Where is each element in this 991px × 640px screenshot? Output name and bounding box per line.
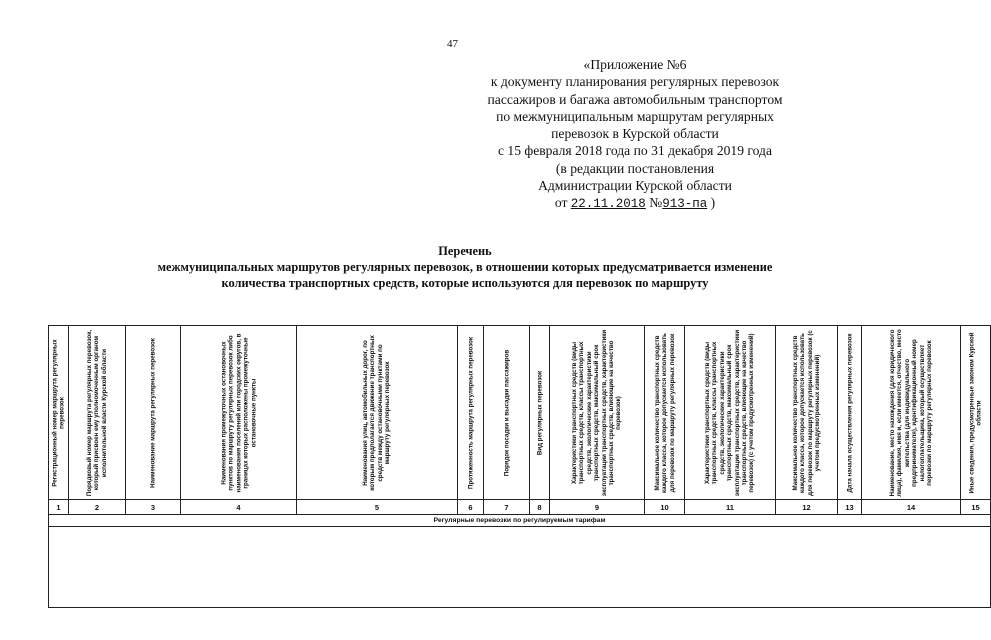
column-header: Протяженность маршрута регулярных перевозок (458, 326, 484, 500)
appendix-line: пассажиров и багажа автомобильным транспортом (487, 91, 783, 107)
empty-body-row (49, 527, 991, 608)
column-number: 8 (530, 500, 550, 515)
column-number: 1 (49, 500, 69, 515)
appendix-line: Администрации Курской области (538, 178, 732, 194)
date-prefix: от (554, 195, 568, 211)
column-number-row (49, 500, 991, 515)
column-number: 15 (961, 500, 991, 515)
column-header: Регистрационный номер маршрута регулярных перевозок (49, 326, 69, 500)
column-number: 3 (126, 500, 181, 515)
column-number: 9 (550, 500, 645, 515)
column-number: 10 (645, 500, 685, 515)
column-number: 7 (484, 500, 530, 515)
appendix-line: с 15 февраля 2018 года по 31 декабря 2019 года (497, 143, 773, 159)
title-heading: Перечень (438, 244, 492, 258)
column-header: Наименования улиц, автомобильных дорог, по которым предполагается движение транспортных средств между остановочными пунктами по маршруту регулярных перевозок (297, 326, 458, 500)
page-number: 47 (447, 38, 458, 50)
column-number: 14 (862, 500, 961, 515)
document-title (60, 243, 870, 291)
number-prefix: № (649, 195, 663, 211)
title-line-1: межмуниципальных маршрутов регулярных перевозок, в отношении которых предусматривается изменение (157, 260, 773, 274)
resolution-number: 913-па (662, 197, 708, 212)
column-header: Дата начала осуществления регулярных перевозок (838, 326, 862, 500)
resolution-date-line (470, 194, 800, 213)
appendix-line: (в редакции постановления (555, 160, 715, 176)
column-header: Максимальное количество транспортных средств каждого класса, которое допускается использовать для перевозок по маршруту регулярных перевозок (645, 326, 685, 500)
appendix-header (470, 56, 800, 214)
column-header: Порядок посадки и высадки пассажиров (484, 326, 530, 500)
appendix-line: к документу планирования регулярных перевозок (490, 74, 780, 90)
column-header: Наименование маршрута регулярных перевозок (126, 326, 181, 500)
column-number: 11 (685, 500, 776, 515)
column-header: Наименования промежуточных остановочных пунктов по маршруту регулярных перевозок либо наименования поселений или городских округов, в границах которых расположены промежуточные остановочные пункты (181, 326, 297, 500)
appendix-line: «Приложение №6 (583, 57, 687, 72)
column-number: 6 (458, 500, 484, 515)
appendix-line: по межмуниципальным маршрутам регулярных (496, 108, 774, 124)
column-number: 13 (838, 500, 862, 515)
column-header: Иные сведения, предусмотренные законом Курской области (961, 326, 991, 500)
section-row (49, 515, 991, 527)
resolution-date: 22.11.2018 (570, 197, 646, 212)
section-label: Регулярные перевозки по регулируемым тарифам (49, 515, 991, 527)
column-number: 2 (69, 500, 126, 515)
column-number: 5 (297, 500, 458, 515)
empty-body-cell (49, 527, 991, 608)
routes-table-container (48, 325, 983, 608)
header-row (49, 326, 991, 500)
column-number: 12 (776, 500, 838, 515)
column-header: Наименование, место нахождения (для юридического лица), фамилия, имя и, если имеется, отчество, место жительства (для индивидуального предпринимателя), идентификационный номер налогоплательщика, который осуществляет перевозки по маршруту регулярных перевозок (862, 326, 961, 500)
column-header: Характеристики транспортных средств (виды транспортных средств, классы транспортных средств, экологические характеристики транспортных средств, максимальный срок эксплуатации транспортных средств, характеристики транспортных средств, влияющие на качество перевозок) (с учетом предусмотренных изменений) (685, 326, 776, 500)
routes-table (48, 325, 991, 608)
column-header: Порядковый номер маршрута регулярных перевозок, который присвоен ему уполномоченным органом исполнительной власти Курской области (69, 326, 126, 500)
column-header: Характеристики транспортных средств (виды транспортных средств, классы транспортных средств, экологические характеристики транспортных средств, максимальный срок эксплуатации транспортных средств, характеристики транспортных средств, влияющие на качество перевозок) (550, 326, 645, 500)
title-line-2: количества транспортных средств, которые используются для перевозок по маршруту (221, 276, 709, 290)
closing-paren: ) (710, 195, 716, 211)
appendix-line: перевозок в Курской области (551, 126, 719, 142)
column-header: Максимальное количество транспортных средств каждого класса, которое допускается использовать для перевозок по маршруту регулярных перевозок (с учетом предусмотренных изменений) (776, 326, 838, 500)
column-header: Вид регулярных перевозок (530, 326, 550, 500)
column-number: 4 (181, 500, 297, 515)
